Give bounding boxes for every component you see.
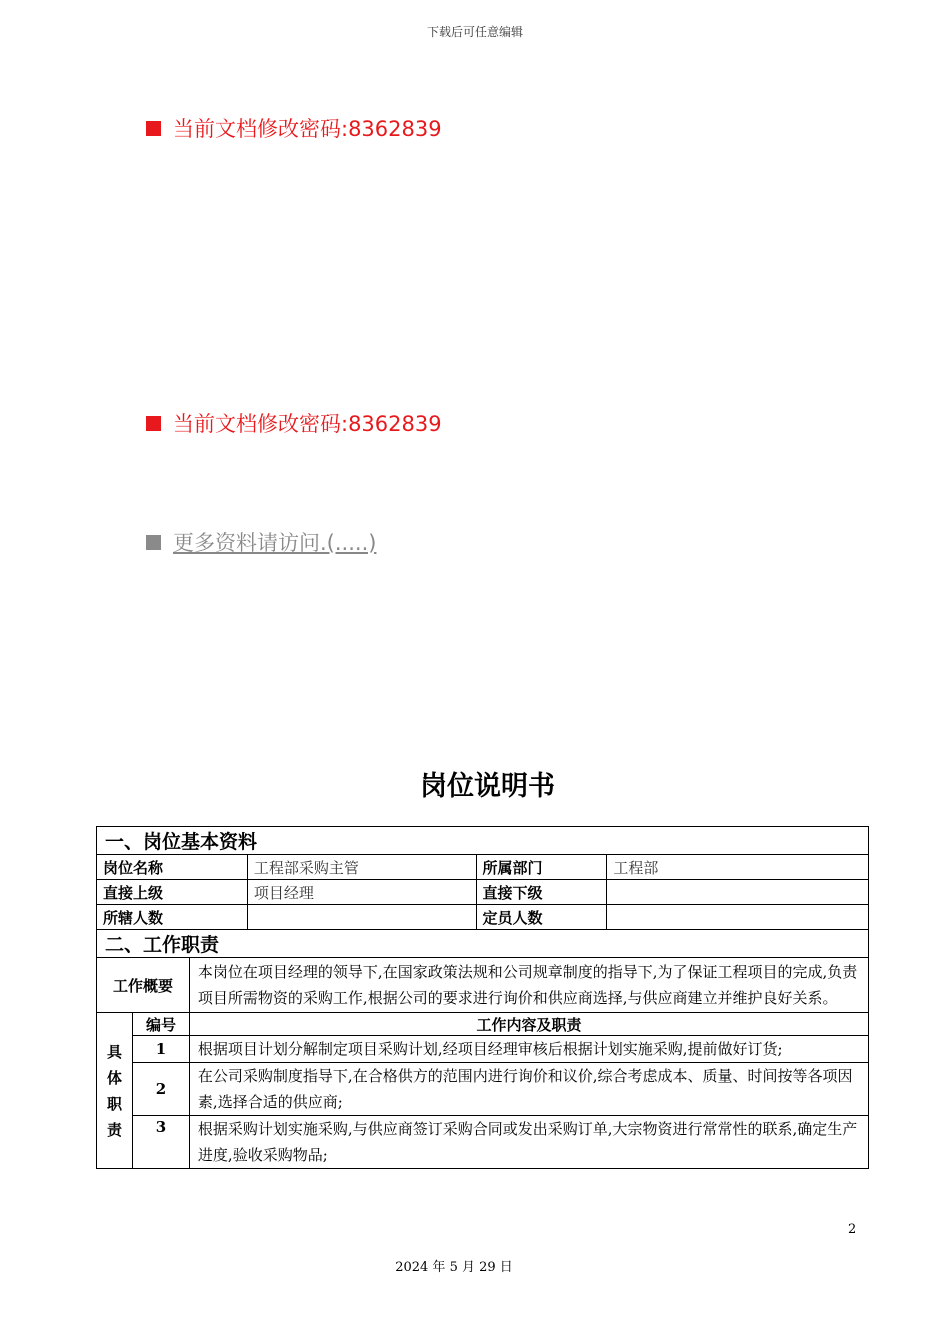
table-row bbox=[97, 880, 869, 905]
field-label: 所辖人数 bbox=[97, 905, 248, 930]
field-label: 直接下级 bbox=[476, 880, 607, 905]
square-bullet-icon bbox=[146, 121, 161, 136]
duty-number: 3 bbox=[132, 1116, 189, 1169]
duty-number: 1 bbox=[132, 1036, 189, 1063]
document-title: 岗位说明书 bbox=[420, 771, 555, 802]
field-label: 直接上级 bbox=[97, 880, 248, 905]
job-description-table bbox=[96, 826, 869, 1169]
table-row bbox=[97, 905, 869, 930]
field-value bbox=[607, 880, 869, 905]
summary-label: 工作概要 bbox=[97, 958, 190, 1013]
square-bullet-icon bbox=[146, 535, 161, 550]
field-value bbox=[247, 905, 476, 930]
summary-text: 本岗位在项目经理的领导下,在国家政策法规和公司规章制度的指导下,为了保证工程项目的完成,负责项目所需物资的采购工作,根据公司的要求进行询价和供应商选择,与供应商建立并维护良好关系。 bbox=[189, 958, 868, 1013]
footer-date: 2024 年 5 月 29 日 bbox=[395, 1260, 513, 1275]
password-notice-2 bbox=[146, 408, 442, 438]
duties-label-char: 体 bbox=[106, 1068, 122, 1087]
duties-label-char: 责 bbox=[106, 1120, 122, 1139]
duties-label-char: 具 bbox=[106, 1042, 122, 1061]
duties-label-char: 职 bbox=[106, 1094, 122, 1113]
link-text[interactable]: 更多资料请访问.(.....) bbox=[173, 531, 377, 555]
field-label: 岗位名称 bbox=[97, 855, 248, 880]
duties-label bbox=[97, 1013, 133, 1169]
field-value: 工程部采购主管 bbox=[247, 855, 476, 880]
more-info-link[interactable] bbox=[146, 527, 376, 557]
column-header-number: 编号 bbox=[132, 1013, 189, 1036]
duty-row bbox=[97, 1036, 869, 1063]
page-number: 2 bbox=[848, 1222, 857, 1237]
field-value bbox=[607, 905, 869, 930]
duty-number: 2 bbox=[132, 1063, 189, 1116]
page-header: 下载后可任意编辑 bbox=[426, 25, 523, 39]
duty-text: 根据项目计划分解制定项目采购计划,经项目经理审核后根据计划实施采购,提前做好订货; bbox=[189, 1036, 868, 1063]
notice-text: 当前文档修改密码:8362839 bbox=[173, 117, 442, 141]
duty-text: 根据采购计划实施采购,与供应商签订采购合同或发出采购订单,大宗物资进行常常性的联系,确定生产进度,验收采购物品; bbox=[189, 1116, 868, 1169]
square-bullet-icon bbox=[146, 416, 161, 431]
section-responsibilities: 二、工作职责 bbox=[97, 930, 869, 958]
table-row bbox=[97, 855, 869, 880]
duties-header-row bbox=[97, 1013, 869, 1036]
field-value: 项目经理 bbox=[247, 880, 476, 905]
password-notice-1 bbox=[146, 113, 442, 143]
section-basic-info: 一、岗位基本资料 bbox=[97, 827, 869, 855]
field-label: 所属部门 bbox=[476, 855, 607, 880]
notice-text: 当前文档修改密码:8362839 bbox=[173, 412, 442, 436]
duty-text: 在公司采购制度指导下,在合格供方的范围内进行询价和议价,综合考虑成本、质量、时间按等各项因素,选择合适的供应商; bbox=[189, 1063, 868, 1116]
field-value: 工程部 bbox=[607, 855, 869, 880]
summary-row bbox=[97, 958, 869, 1013]
duty-row bbox=[97, 1116, 869, 1169]
column-header-content: 工作内容及职责 bbox=[189, 1013, 868, 1036]
field-label: 定员人数 bbox=[476, 905, 607, 930]
duty-row bbox=[97, 1063, 869, 1116]
